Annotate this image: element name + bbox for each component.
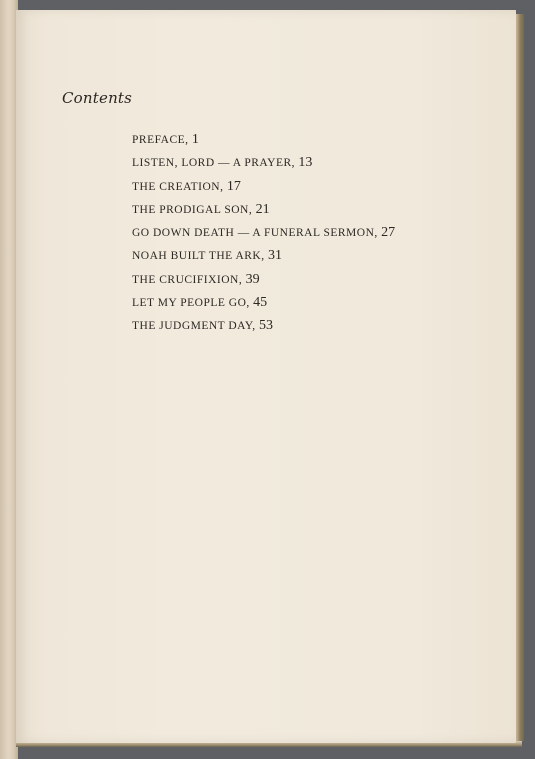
toc-entry-listen-lord [132, 151, 395, 174]
toc-entry-title: THE CREATION, [132, 180, 224, 193]
toc-entry-page: 1 [191, 132, 199, 147]
toc-entry-page: 39 [245, 271, 260, 287]
toc-entry-title: NOAH BUILT THE ARK, [132, 250, 265, 263]
toc-entry-the-creation [132, 175, 395, 198]
book-page [16, 10, 516, 743]
toc-entry-page: 17 [226, 178, 241, 194]
toc-entry-the-judgment-day [132, 314, 395, 337]
toc-entry-the-prodigal-son [132, 198, 395, 221]
toc-entry-the-crucifixion [132, 268, 395, 291]
toc-entry-page: 27 [381, 225, 396, 241]
toc-entry-title: THE JUDGMENT DAY, [132, 320, 256, 333]
toc-entry-noah-built-the-ark [132, 244, 395, 267]
toc-entry-preface [132, 128, 395, 151]
toc-entry-title: GO DOWN DEATH — A FUNERAL SERMON, [132, 227, 378, 240]
toc-entry-page: 53 [259, 318, 273, 334]
contents-heading: Contents [62, 89, 133, 107]
toc-entry-page: 45 [253, 295, 268, 311]
toc-entry-title: THE CRUCIFIXION, [132, 273, 243, 286]
table-of-contents [132, 128, 395, 338]
toc-entry-page: 21 [255, 201, 270, 217]
toc-entry-let-my-people-go [132, 291, 395, 314]
toc-entry-page: 31 [267, 248, 282, 264]
toc-entry-title: LISTEN, LORD — A PRAYER, [132, 157, 296, 170]
toc-entry-title: THE PRODIGAL SON, [132, 203, 253, 216]
toc-entry-page: 13 [298, 155, 313, 171]
toc-entry-go-down-death [132, 221, 395, 244]
toc-entry-title: LET MY PEOPLE GO, [132, 297, 250, 310]
toc-entry-title: PREFACE, [132, 134, 189, 146]
